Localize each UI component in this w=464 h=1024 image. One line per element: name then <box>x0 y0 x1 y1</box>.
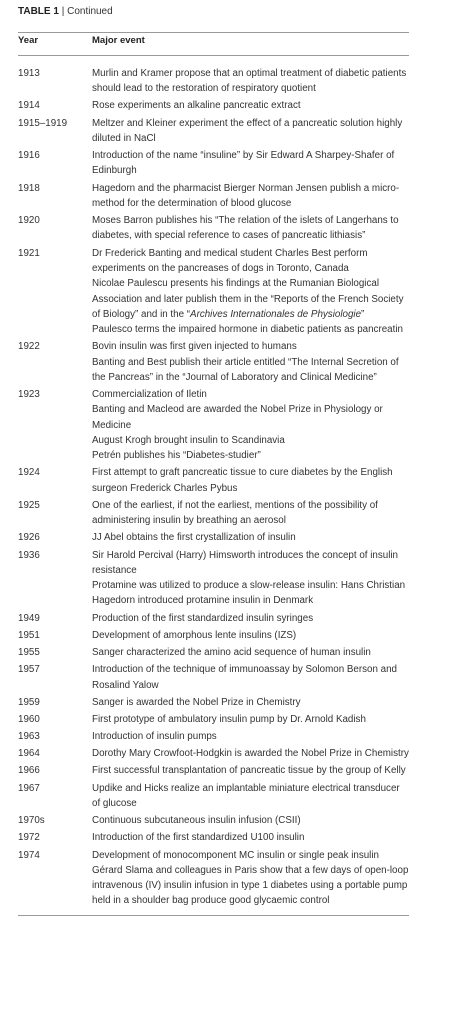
event-line: Introduction of the first standardized U100 insulin <box>92 832 305 844</box>
table-caption <box>18 5 409 18</box>
event-line: Hagedorn and the pharmacist Bierger Norman Jensen publish a micro-method for the determination of blood glucose <box>92 182 400 209</box>
table-row <box>18 729 409 744</box>
table-row <box>18 181 409 212</box>
table-row <box>18 781 409 812</box>
table-body <box>18 56 409 909</box>
event-line: Banting and Best publish their article entitled “The Internal Secretion of the Pancreas” in the “Journal of Laboratory and Clinical Medicine” <box>92 356 399 383</box>
row-year: 1957 <box>18 664 40 676</box>
row-year: 1966 <box>18 765 40 777</box>
row-events <box>92 848 409 909</box>
row-events <box>92 387 409 463</box>
row-year: 1970s <box>18 815 45 827</box>
row-year: 1924 <box>18 467 40 479</box>
row-year: 1918 <box>18 182 40 194</box>
event-line: Introduction of insulin pumps <box>92 731 217 743</box>
event-line: Murlin and Kramer propose that an optimal treatment of diabetic patients should lead to the restoration of respiratory quotient <box>92 68 407 95</box>
row-events <box>92 465 409 496</box>
row-year: 1959 <box>18 696 40 708</box>
event-line: First prototype of ambulatory insulin pump by Dr. Arnold Kadish <box>92 713 366 725</box>
table-label: TABLE 1 <box>18 6 59 17</box>
row-year: 1951 <box>18 629 40 641</box>
caption-separator: | <box>58 6 68 17</box>
table-row <box>18 662 409 693</box>
row-year: 1914 <box>18 100 40 112</box>
row-events <box>92 181 409 212</box>
row-events <box>92 498 409 529</box>
row-year: 1913 <box>18 68 40 79</box>
event-line: JJ Abel obtains the first crystallization of insulin <box>92 532 296 544</box>
table-row <box>18 213 409 244</box>
event-line: Banting and Macleod are awarded the Nobel Prize in Physiology or Medicine <box>92 404 383 431</box>
event-line: Bovin insulin was first given injected to humans <box>92 341 297 353</box>
table-row <box>18 763 409 778</box>
journal-title: Archives Internationales de Physiologie <box>190 308 362 320</box>
row-events <box>92 530 409 545</box>
event-line: Dorothy Mary Crowfoot-Hodgkin is awarded the Nobel Prize in Chemistry <box>92 748 409 760</box>
row-events <box>92 645 409 660</box>
header-event: Major event <box>92 35 145 46</box>
row-events <box>92 712 409 727</box>
table-row <box>18 628 409 643</box>
row-events <box>92 66 409 97</box>
table-row <box>18 498 409 529</box>
table-row <box>18 830 409 845</box>
event-line: Sanger is awarded the Nobel Prize in Chemistry <box>92 696 301 708</box>
event-line: Commercialization of Iletin <box>92 389 207 401</box>
row-year: 1967 <box>18 782 40 794</box>
table-row <box>18 813 409 828</box>
row-year: 1949 <box>18 612 40 624</box>
row-year: 1922 <box>18 341 40 353</box>
table-row <box>18 116 409 147</box>
event-line <box>92 276 409 322</box>
table-row <box>18 387 409 463</box>
table-row <box>18 148 409 179</box>
row-events <box>92 781 409 812</box>
event-line: Gérard Slama and colleagues in Paris show that a few days of open-loop intravenous (IV) insulin infusion in type 1 diabetes using a portable pump held in a shoulder bag produce good glycaemic control <box>92 864 409 907</box>
table-row <box>18 611 409 626</box>
event-line: Dr Frederick Banting and medical student Charles Best perform experiments on the pancreases of dogs in Toronto, Canada <box>92 247 368 274</box>
event-line: Sir Harold Percival (Harry) Himsworth introduces the concept of insulin resistance <box>92 549 398 576</box>
row-events <box>92 98 409 113</box>
row-year: 1923 <box>18 389 40 401</box>
row-year: 1915–1919 <box>18 117 68 129</box>
row-year: 1963 <box>18 731 40 743</box>
row-events <box>92 662 409 693</box>
table-row <box>18 695 409 710</box>
event-line: First successful transplantation of pancreatic tissue by the group of Kelly <box>92 765 406 777</box>
row-events <box>92 729 409 744</box>
row-events <box>92 813 409 828</box>
table-row <box>18 66 409 97</box>
event-line: Paulesco terms the impaired hormone in diabetic patients as pancreatin <box>92 324 403 336</box>
table-row <box>18 746 409 761</box>
row-year: 1960 <box>18 713 40 725</box>
event-line: Development of monocomponent MC insulin or single peak insulin <box>92 849 379 861</box>
event-line: Meltzer and Kleiner experiment the effect of a pancreatic solution highly diluted in NaCl <box>92 117 403 144</box>
event-text-end: ” <box>361 308 365 320</box>
event-line: Petrén publishes his “Diabetes-studier” <box>92 450 261 462</box>
event-line: August Krogh brought insulin to Scandinavia <box>92 434 285 446</box>
row-events <box>92 746 409 761</box>
row-year: 1925 <box>18 499 40 511</box>
row-year: 1920 <box>18 215 40 227</box>
row-events <box>92 695 409 710</box>
event-line: Development of amorphous lente insulins (IZS) <box>92 629 297 641</box>
row-year: 1955 <box>18 647 40 659</box>
event-line: Production of the first standardized insulin syringes <box>92 612 314 624</box>
table-row <box>18 848 409 909</box>
event-line: One of the earliest, if not the earliest, mentions of the possibility of administering insulin by breathing an aerosol <box>92 499 378 527</box>
event-line: Continuous subcutaneous insulin infusion (CSII) <box>92 815 301 827</box>
event-text: Nicolae Paulescu presents his findings at the Rumanian Biological Association and later publish them in the “Reports of the French Society of Biology” and in the “ <box>92 278 404 320</box>
table-row <box>18 98 409 113</box>
table-row <box>18 530 409 545</box>
row-events <box>92 830 409 845</box>
row-events <box>92 611 409 626</box>
event-line: Protamine was utilized to produce a slow-release insulin: Hans Christian Hagedorn introduced protamine insulin in Denmark <box>92 580 406 607</box>
row-events <box>92 628 409 643</box>
row-events <box>92 213 409 244</box>
row-events <box>92 116 409 147</box>
row-events <box>92 548 409 609</box>
event-line: Introduction of the technique of immunoassay by Solomon Berson and Rosalind Yalow <box>92 664 397 691</box>
header-year: Year <box>18 35 39 46</box>
table-row <box>18 712 409 727</box>
row-year: 1926 <box>18 532 40 544</box>
table-row <box>18 465 409 496</box>
row-events <box>92 148 409 179</box>
row-year: 1974 <box>18 849 40 861</box>
event-line: Moses Barron publishes his “The relation of the islets of Langerhans to diabetes, with special reference to cases of pancreatic lithiasis” <box>92 215 399 242</box>
row-year: 1921 <box>18 247 40 259</box>
event-line: First attempt to graft pancreatic tissue to cure diabetes by the English surgeon Frederick Charles Pybus <box>92 467 393 494</box>
event-line: Rose experiments an alkaline pancreatic extract <box>92 100 301 112</box>
caption-continued: Continued <box>67 6 113 17</box>
table-row <box>18 645 409 660</box>
table-row <box>18 246 409 338</box>
row-year: 1916 <box>18 150 40 162</box>
row-year: 1972 <box>18 832 40 844</box>
bottom-rule <box>18 915 409 916</box>
row-year: 1964 <box>18 748 40 760</box>
event-line: Updike and Hicks realize an implantable miniature electrical transducer of glucose <box>92 782 400 809</box>
row-year: 1936 <box>18 549 40 561</box>
table-row <box>18 548 409 609</box>
event-line: Sanger characterized the amino acid sequence of human insulin <box>92 647 371 659</box>
event-line: Introduction of the name “insuline” by Sir Edward A Sharpey-Shafer of Edinburgh <box>92 150 395 177</box>
row-events <box>92 763 409 778</box>
row-events <box>92 339 409 385</box>
row-events <box>92 246 409 338</box>
table-header <box>18 33 409 55</box>
table-row <box>18 339 409 385</box>
